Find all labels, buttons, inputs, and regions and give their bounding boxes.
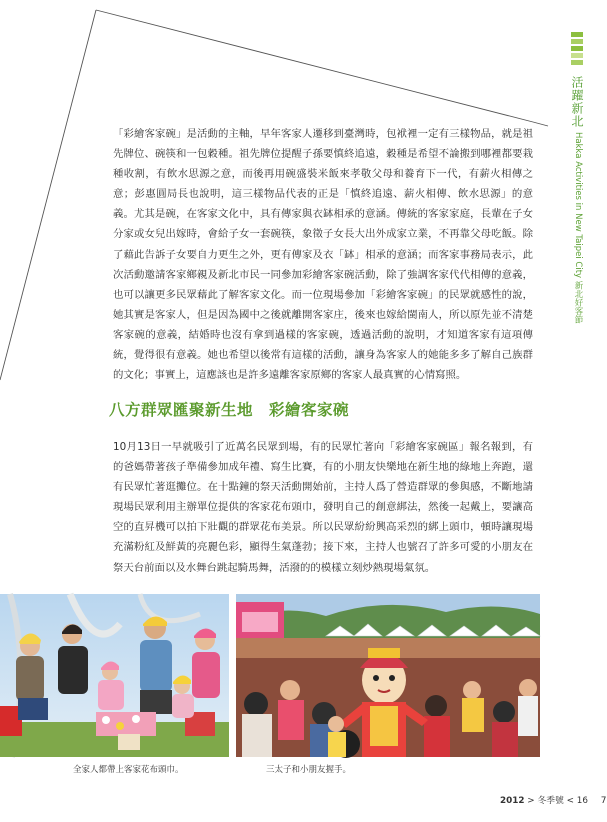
photo-family-headscarves <box>0 594 229 757</box>
photo-caption-right: 三太子和小朋友握手。 <box>266 765 352 775</box>
sidebar-subtitle: Hakka Activities in New Taipei City 新北好客節 <box>573 132 583 324</box>
article-paragraph-1: 「彩繪客家碗」是活動的主軸，早年客家人遷移到臺灣時，包袱裡一定有三樣物品，就是祖先牌位、碗筷和一包穀種。祖先牌位提醒子孫要慎終追遠，穀種是希望不論搬到哪裡都要栽種收割，有飲水思源之意，而後再用碗盛裝米飯來孝敬父母和養育下一代，有薪火相傳之意；彭惠圓局長也說明，這三樣物品代表的正是「慎終追遠、薪火相傳、飲水思源」的意義。尤其是碗，在客家文化中，具有傳家與衣缽相承的意涵。傳統的客家家庭，長輩在子女分家或女兒出嫁時，會給子女一套碗筷，象徵子女長大出外成家立業，不再靠父母吃飯。除了藉此告訴子女要自力更生之外，更有傳家及衣「缽」相承的意涵；而客家事務局表示，此次活動邀請客家鄉親及新北市民一同參加彩繪客家碗活動，除了強調客家代代相傳的意義，也可以讓更多民眾藉此了解客家文化。而一位現場參加「彩繪客家碗」的民眾就感性的說，她其實是客家人，但是因為國中之後就離開客家庄，後來也嫁給閩南人，所以原先並不清楚客家碗的意義，結婚時也沒有拿到過樣的客家碗，透過活動的說明，才知道客家有這項傳統，覺得很有意義。她也希望以後常有這樣的活動，讓身為客家人的她能多多了解自己族群的文化；事實上，這應該也是許多遠離客家原鄉的客家人最真實的心情寫照。 <box>113 128 533 382</box>
section-heading: 八方群眾匯聚新生地 彩繪客家碗 <box>109 401 350 419</box>
page-number: 7 <box>600 796 607 806</box>
footer-year: 2012 <box>500 796 525 806</box>
photo-third-prince-crowd <box>236 594 540 757</box>
frame-line-top <box>96 10 533 122</box>
sidebar-color-blocks <box>571 32 583 67</box>
frame-line-left <box>0 10 96 380</box>
sidebar-title: 活躍新北 <box>570 76 584 128</box>
article-paragraph-2: 10月13日一早就吸引了近萬名民眾到場，有的民眾忙著向「彩繪客家碗區」報名報到，有的爸媽帶著孩子準備參加成年禮、寫生比賽，有的小朋友快樂地在新生地的綠地上奔跑，還有民眾忙著逛攤位。在十點鐘的祭天活動開始前，主持人爲了營造群眾的參與感，不斷地請現場民眾利用主辦單位提供的客家花布頭巾，發明自己的創意綁法，然後一起戴上，要讓高空的直昇機可以拍下壯觀的群眾花布美景。所以民眾紛紛興高采烈的綁上頭巾，頓時讓現場充滿粉紅及鮮黃的亮麗色彩，顯得生氣蓬勃；接下來，主持人也號召了許多可愛的小朋友在祭天台前面以及水舞台跳起騎馬舞，活潑的的模樣立刻炒熱現場氣氛。 <box>113 441 533 574</box>
frame-line-top-end <box>533 122 548 126</box>
photo-caption-left: 全家人都帶上客家花布頭巾。 <box>73 765 184 775</box>
footer-issue: > 冬季號 < 16 <box>527 796 588 806</box>
page-footer <box>500 793 607 806</box>
